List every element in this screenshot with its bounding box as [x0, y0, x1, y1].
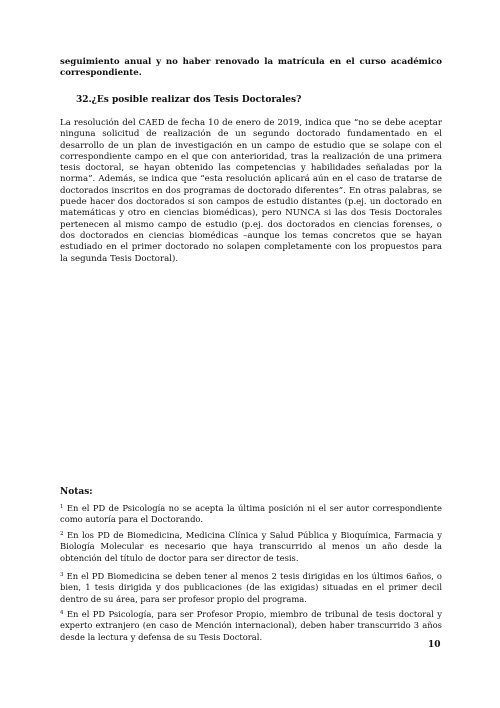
- footnote-2: [60, 530, 442, 564]
- continued-paragraph: seguimiento anual y no haber renovado la matrícula en el curso académico correspondiente.: [60, 57, 442, 79]
- question-heading: 32.¿Es posible realizar dos Tesis Doctorales?: [76, 95, 302, 105]
- footnote-marker: 3: [60, 572, 64, 578]
- footnote-marker: 4: [60, 610, 64, 616]
- footnote-text: En los PD de Biomedicina, Medicina Clínica y Salud Pública y Bioquímica, Farmacia y Biología Molecular es necesario que haya transcurrido al menos un año desde la obtención del título de doctor para ser director de tesis.: [60, 530, 442, 563]
- notes-title: Notas:: [60, 487, 93, 497]
- answer-paragraph: La resolución del CAED de fecha 10 de enero de 2019, indica que “no se debe aceptar ninguna solicitud de realización de un segundo doctorado fundamentado en el desarrollo de un plan de investigación en un campo de estudio que se solape con el correspondiente campo en el que con anterioridad, tras la realización de una primera tesis doctoral, se hayan obtenido las competencias y habilidades señaladas por la norma”. Además, se indica que “esta resolución aplicará aún en el caso de tratarse de doctorados inscritos en dos programas de doctorado diferentes”. En otras palabras, se puede hacer dos doctorados si son campos de estudio distantes (p.ej. un doctorado en matemáticas y otro en ciencias biomédicas), pero NUNCA si las dos Tesis Doctorales pertenecen al mismo campo de estudio (p.ej. dos doctorados en ciencias forenses, o dos doctorados en ciencias biomédicas –aunque los temas concretos que se hayan estudiado en el primer doctorado no solapen completamente con los propuestos para la segunda Tesis Doctoral).: [60, 118, 442, 264]
- footnote-marker: 1: [60, 504, 64, 510]
- footnote-marker: 2: [60, 531, 64, 537]
- footnote-text: En el PD de Psicología no se acepta la última posición ni el ser autor correspondiente como autoría para el Doctorando.: [60, 503, 442, 525]
- footnote-text: En el PD Biomedicina se deben tener al menos 2 tesis dirigidas en los últimos 6años, o bien, 1 tesis dirigida y dos publicaciones (de las exigidas) situadas en el primer decil dentro de su área, para ser profesor propio del programa.: [60, 571, 442, 604]
- footnote-1: [60, 503, 442, 526]
- page-number: 10: [428, 640, 441, 650]
- footnote-text: En el PD Psicología, para ser Profesor Propio, miembro de tribunal de tesis doctoral y experto extranjero (en caso de Mención internacional), deben haber transcurrido 3 años desde la lectura y defensa de su Tesis Doctoral.: [60, 609, 443, 642]
- footnote-4: [60, 609, 442, 643]
- footnote-3: [60, 571, 442, 605]
